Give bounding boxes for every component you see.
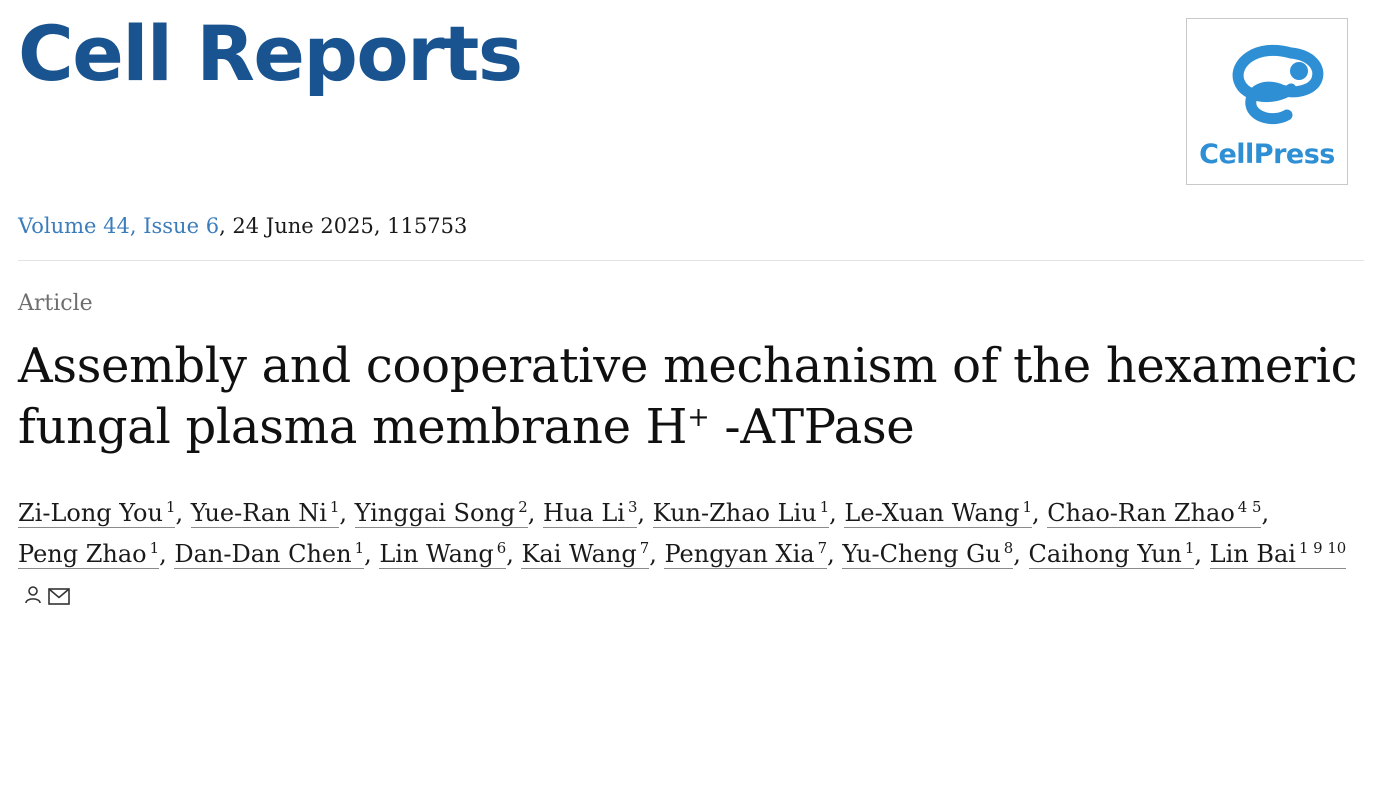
author-separator: , bbox=[827, 540, 843, 569]
cell-press-logo-text: CellPress bbox=[1199, 139, 1335, 170]
page-title bbox=[18, 336, 1358, 459]
author-link[interactable] bbox=[18, 499, 175, 528]
author-affiliation-marker: 1 bbox=[329, 497, 340, 516]
author-name: Peng Zhao bbox=[18, 540, 147, 569]
author-separator: , bbox=[1031, 498, 1048, 527]
author-affiliation-marker: 1 bbox=[354, 539, 365, 558]
author-affiliation-marker: 6 bbox=[496, 539, 507, 558]
envelope-icon[interactable] bbox=[48, 577, 70, 618]
author-name: Caihong Yun bbox=[1028, 540, 1182, 569]
author-affiliation-marker: 7 bbox=[639, 539, 650, 558]
author-name: Lin Wang bbox=[379, 540, 494, 569]
author-name: Yu-Cheng Gu bbox=[842, 540, 1001, 569]
author-separator: , bbox=[649, 540, 665, 569]
issue-date-and-id: , 24 June 2025, 115753 bbox=[219, 214, 468, 238]
author-affiliation-marker: 3 bbox=[627, 497, 638, 516]
author-affiliation-marker: 8 bbox=[1003, 539, 1014, 558]
title-text-part-2: -ATPase bbox=[709, 399, 915, 456]
cell-press-logo[interactable] bbox=[1186, 18, 1348, 185]
author-affiliation-marker: 1 bbox=[1022, 497, 1032, 516]
author-affiliation-marker: 1 bbox=[1184, 539, 1195, 558]
author-name: Zi-Long You bbox=[18, 498, 163, 527]
author-link[interactable] bbox=[174, 540, 364, 569]
author-name: Dan-Dan Chen bbox=[174, 540, 352, 569]
author-name: Yinggai Song bbox=[354, 498, 516, 527]
author-link[interactable] bbox=[543, 499, 637, 528]
author-name: Kun-Zhao Liu bbox=[652, 498, 817, 527]
title-text-part-1: Assembly and cooperative mechanism of the hexameric fungal plasma membrane H bbox=[18, 338, 1358, 456]
author-affiliation-marker: 1 9 10 bbox=[1298, 539, 1347, 558]
author-link[interactable] bbox=[664, 540, 827, 569]
author-separator: , bbox=[175, 498, 191, 527]
author-affiliation-marker: 1 bbox=[149, 539, 160, 558]
author-link[interactable] bbox=[653, 499, 829, 528]
journal-title: Cell Reports bbox=[18, 9, 522, 98]
author-affiliation-marker: 1 bbox=[165, 497, 176, 516]
cell-press-loop-icon bbox=[1187, 33, 1347, 129]
author-link[interactable] bbox=[844, 499, 1032, 528]
author-name: Pengyan Xia bbox=[664, 540, 815, 569]
author-affiliation-marker: 2 bbox=[518, 497, 528, 516]
author-person-icon[interactable] bbox=[24, 577, 42, 618]
author-name: Chao-Ran Zhao bbox=[1047, 498, 1235, 527]
author-link[interactable] bbox=[18, 540, 159, 569]
author-affiliation-marker: 1 bbox=[819, 497, 830, 516]
author-link[interactable] bbox=[1029, 540, 1195, 569]
masthead bbox=[18, 0, 1364, 196]
author-separator: , bbox=[829, 498, 845, 527]
article-type-label: Article bbox=[18, 291, 93, 316]
author-link[interactable] bbox=[379, 540, 506, 569]
author-link[interactable] bbox=[1047, 499, 1261, 528]
author-separator: , bbox=[1013, 540, 1029, 569]
author-separator: , bbox=[1261, 498, 1270, 527]
header-divider bbox=[18, 260, 1364, 261]
author-link[interactable] bbox=[355, 499, 528, 528]
author-name: Le-Xuan Wang bbox=[844, 498, 1020, 527]
author-link[interactable] bbox=[521, 540, 649, 569]
author-link[interactable] bbox=[842, 540, 1013, 569]
author-link[interactable] bbox=[1210, 540, 1347, 569]
author-link[interactable] bbox=[191, 499, 340, 528]
volume-issue-link[interactable]: Volume 44, Issue 6 bbox=[18, 214, 220, 238]
author-name: Kai Wang bbox=[521, 540, 637, 569]
author-list bbox=[18, 493, 1364, 619]
author-separator: , bbox=[159, 540, 175, 569]
issue-line bbox=[18, 196, 1364, 260]
author-separator: , bbox=[1194, 540, 1210, 569]
author-name: Yue-Ran Ni bbox=[190, 498, 327, 527]
author-separator: , bbox=[637, 498, 653, 527]
author-separator: , bbox=[506, 540, 522, 569]
author-name: Lin Bai bbox=[1209, 540, 1296, 569]
author-separator: , bbox=[339, 498, 355, 527]
author-name: Hua Li bbox=[543, 498, 625, 527]
author-affiliation-marker: 4 5 bbox=[1237, 497, 1262, 516]
title-superscript: + bbox=[687, 402, 710, 434]
author-separator: , bbox=[364, 540, 380, 569]
author-affiliation-marker: 7 bbox=[817, 539, 828, 558]
author-separator: , bbox=[527, 498, 543, 527]
